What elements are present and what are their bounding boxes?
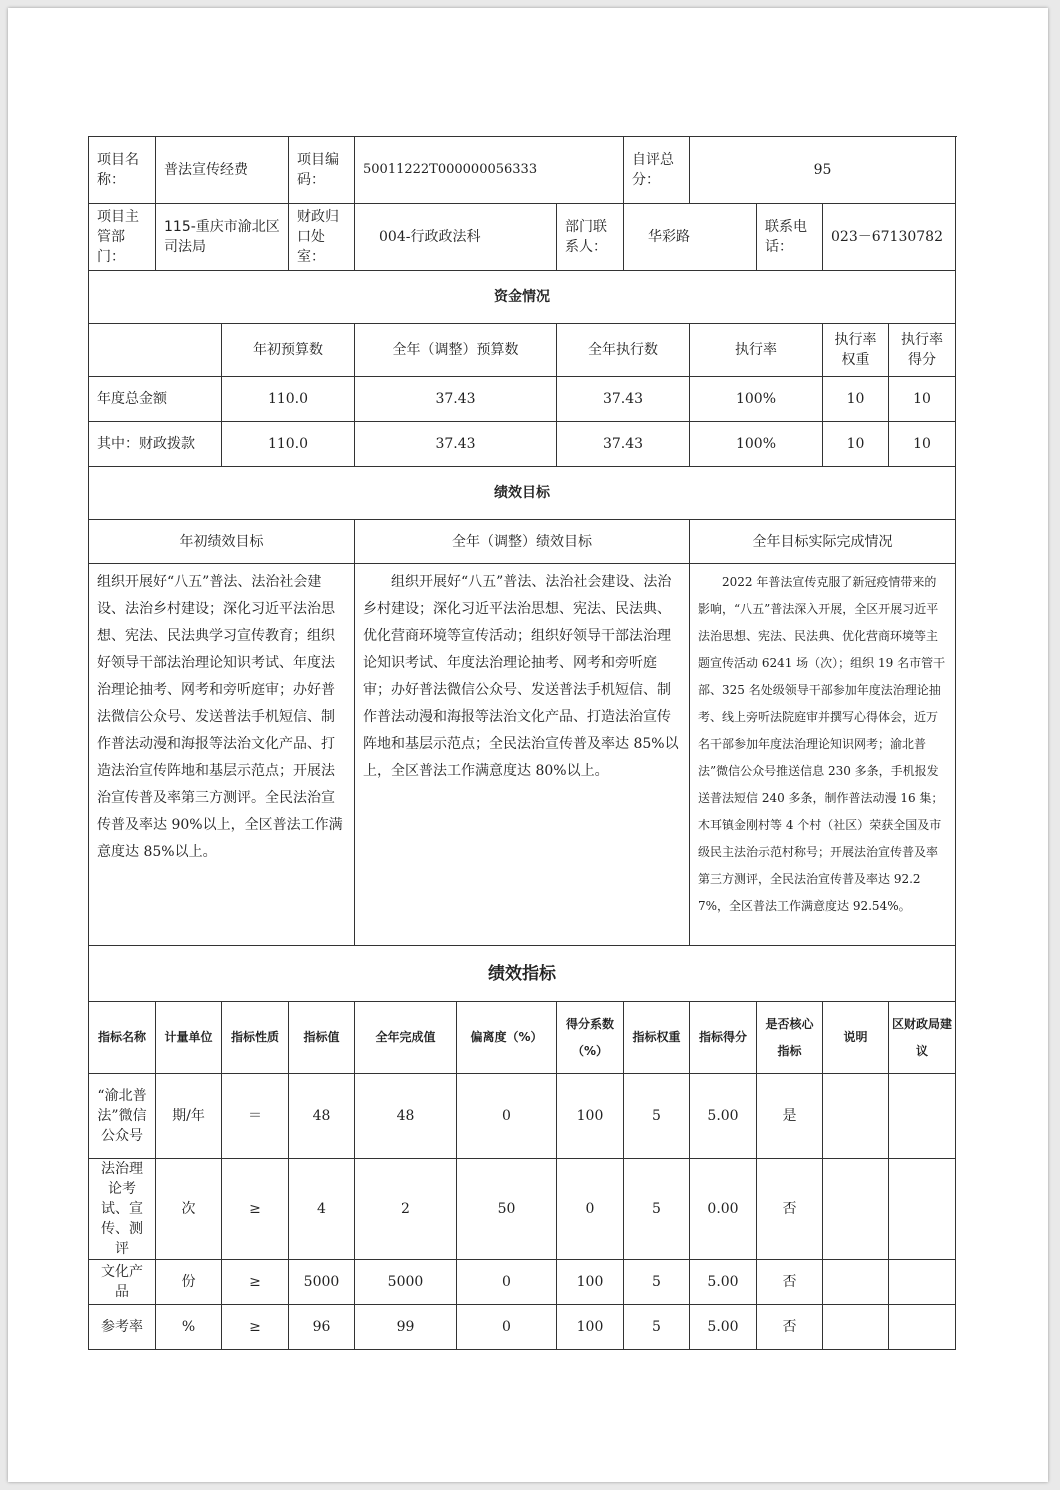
ind-coef: 100 xyxy=(557,1305,624,1350)
project-name-value: 普法宣传经费 xyxy=(156,137,289,204)
ind-score: 0.00 xyxy=(690,1159,757,1260)
ind-header-unit: 计量单位 xyxy=(156,1002,222,1074)
ind-advice xyxy=(889,1074,956,1159)
funds-title: 资金情况 xyxy=(89,271,956,324)
self-score-value: 95 xyxy=(690,137,956,204)
info-row-2 xyxy=(89,204,956,271)
info-row-1 xyxy=(89,137,956,204)
goals-header-row xyxy=(89,520,956,564)
ind-target: 96 xyxy=(289,1305,355,1350)
indicators-title: 绩效指标 xyxy=(89,946,956,1002)
ind-deviation: 0 xyxy=(457,1305,557,1350)
ind-weight: 5 xyxy=(624,1260,690,1305)
ind-unit: 期/年 xyxy=(156,1074,222,1159)
funds-cell: 10 xyxy=(889,377,956,422)
ind-name: 文化产品 xyxy=(89,1260,156,1305)
funds-cell: 110.0 xyxy=(222,422,355,467)
ind-advice xyxy=(889,1305,956,1350)
ind-actual: 48 xyxy=(355,1074,457,1159)
dept-label: 项目主管部门： xyxy=(89,204,156,271)
ind-score: 5.00 xyxy=(690,1260,757,1305)
goals-header-actual: 全年目标实际完成情况 xyxy=(690,520,956,564)
ind-actual: 99 xyxy=(355,1305,457,1350)
indicator-row xyxy=(89,1260,956,1305)
ind-name: 参考率 xyxy=(89,1305,156,1350)
funds-header-executed: 全年执行数 xyxy=(557,324,690,377)
indicator-row xyxy=(89,1305,956,1350)
funds-row xyxy=(89,422,956,467)
contact-value: 华彩路 xyxy=(624,204,757,271)
funds-row-label: 年度总金额 xyxy=(89,377,222,422)
project-code-label: 项目编码： xyxy=(289,137,355,204)
ind-unit: 次 xyxy=(156,1159,222,1260)
funds-cell: 100% xyxy=(690,422,823,467)
ind-advice xyxy=(889,1260,956,1305)
goals-title: 绩效目标 xyxy=(89,467,956,520)
goal-initial-text: 组织开展好“八五”普法、法治社会建设、法治乡村建设；深化习近平法治思想、宪法、民法典学习宣传教育；组织好领导干部法治理论知识考试、年度法治理论抽考、网考和旁听庭审；办好普法微信公众号、发送普法手机短信、制作普法动漫和海报等法治文化产品、打造法治宣传阵地和基层示范点；开展法治宣传普及率第三方测评。全民法治宣传普及率达 90%以上，全区普法工作满意度达 85%以上。 xyxy=(89,564,355,946)
ind-core: 否 xyxy=(757,1260,823,1305)
evaluation-table xyxy=(88,136,956,1350)
ind-header-advice: 区财政局建议 xyxy=(889,1002,956,1074)
ind-core: 否 xyxy=(757,1159,823,1260)
funds-cell: 37.43 xyxy=(355,422,557,467)
ind-note xyxy=(823,1305,889,1350)
funds-cell: 100% xyxy=(690,377,823,422)
ind-nature: ≥ xyxy=(222,1305,289,1350)
funds-cell: 10 xyxy=(823,377,889,422)
ind-weight: 5 xyxy=(624,1305,690,1350)
ind-unit: 份 xyxy=(156,1260,222,1305)
self-score-label: 自评总分： xyxy=(624,137,690,204)
ind-weight: 5 xyxy=(624,1159,690,1260)
funds-header-row xyxy=(89,324,956,377)
funds-header-adjusted: 全年（调整）预算数 xyxy=(355,324,557,377)
ind-header-coef: 得分系数（%） xyxy=(557,1002,624,1074)
ind-nature: ＝ xyxy=(222,1074,289,1159)
contact-label: 部门联系人： xyxy=(557,204,624,271)
funds-header-rate: 执行率 xyxy=(690,324,823,377)
funds-title-row xyxy=(89,271,956,324)
ind-header-note: 说明 xyxy=(823,1002,889,1074)
indicators-header-row xyxy=(89,1002,956,1074)
ind-advice xyxy=(889,1159,956,1260)
indicator-row xyxy=(89,1159,956,1260)
goal-adjusted-text: 组织开展好“八五”普法、法治社会建设、法治乡村建设；深化习近平法治思想、宪法、民法典、优化营商环境等宣传活动；组织好领导干部法治理论知识考试、年度法治理论抽考、网考和旁听庭审；办好普法微信公众号、发送普法手机短信、制作普法动漫和海报等法治文化产品、打造法治宣传阵地和基层示范点；全民法治宣传普及率达 85%以上，全区普法工作满意度达 80%以上。 xyxy=(355,564,690,946)
funds-cell: 110.0 xyxy=(222,377,355,422)
funds-header-score: 执行率得分 xyxy=(889,324,956,377)
ind-score: 5.00 xyxy=(690,1305,757,1350)
ind-coef: 0 xyxy=(557,1159,624,1260)
funds-header-blank xyxy=(89,324,222,377)
ind-coef: 100 xyxy=(557,1260,624,1305)
ind-header-nature: 指标性质 xyxy=(222,1002,289,1074)
ind-target: 5000 xyxy=(289,1260,355,1305)
ind-deviation: 0 xyxy=(457,1260,557,1305)
goal-actual-text: 2022 年普法宣传克服了新冠疫情带来的影响，“八五”普法深入开展，全区开展习近平法治思想、宪法、民法典、优化营商环境等主题宣传活动 6241 场（次）；组织 19 名市管干部、325 名处级领导干部参加年度法治理论抽考、线上旁听法院庭审并撰写心得体会，近万名干部参加年度法治理论知识网考；渝北普法”微信公众号推送信息 230 多条，手机报发送普法短信 240 多条，制作普法动漫 16 集；木耳镇金刚村等 4 个村（社区）荣获全国及市级民主法治示范村称号；开展法治宣传普及率第三方测评，全民法治宣传普及率达 92.27%，全区普法工作满意度达 92.54%。 xyxy=(690,564,956,946)
funds-header-weight: 执行率权重 xyxy=(823,324,889,377)
funds-cell: 10 xyxy=(889,422,956,467)
ind-header-actual: 全年完成值 xyxy=(355,1002,457,1074)
document-page xyxy=(8,8,1048,1482)
ind-nature: ≥ xyxy=(222,1159,289,1260)
project-code-value: 50011222T000000056333 xyxy=(355,137,624,204)
funds-header-initial: 年初预算数 xyxy=(222,324,355,377)
ind-header-deviation: 偏离度（%） xyxy=(457,1002,557,1074)
indicator-row xyxy=(89,1074,956,1159)
ind-note xyxy=(823,1260,889,1305)
ind-nature: ≥ xyxy=(222,1260,289,1305)
ind-note xyxy=(823,1074,889,1159)
ind-header-weight: 指标权重 xyxy=(624,1002,690,1074)
ind-weight: 5 xyxy=(624,1074,690,1159)
ind-target: 48 xyxy=(289,1074,355,1159)
funds-cell: 37.43 xyxy=(557,377,690,422)
project-name-label: 项目名称： xyxy=(89,137,156,204)
ind-name: “渝北普法”微信公众号 xyxy=(89,1074,156,1159)
phone-value: 023－67130782 xyxy=(823,204,956,271)
funds-cell: 37.43 xyxy=(557,422,690,467)
ind-deviation: 50 xyxy=(457,1159,557,1260)
ind-name: 法治理论考试、宣传、测评 xyxy=(89,1159,156,1260)
goals-header-initial: 年初绩效目标 xyxy=(89,520,355,564)
ind-core: 是 xyxy=(757,1074,823,1159)
dept-value: 115-重庆市渝北区司法局 xyxy=(156,204,289,271)
goals-title-row xyxy=(89,467,956,520)
ind-header-name: 指标名称 xyxy=(89,1002,156,1074)
ind-actual: 2 xyxy=(355,1159,457,1260)
ind-header-target: 指标值 xyxy=(289,1002,355,1074)
finance-office-label: 财政归口处室： xyxy=(289,204,355,271)
ind-unit: % xyxy=(156,1305,222,1350)
phone-label: 联系电话： xyxy=(757,204,823,271)
ind-deviation: 0 xyxy=(457,1074,557,1159)
ind-core: 否 xyxy=(757,1305,823,1350)
ind-actual: 5000 xyxy=(355,1260,457,1305)
ind-target: 4 xyxy=(289,1159,355,1260)
finance-office-value: 004-行政政法科 xyxy=(355,204,557,271)
funds-row xyxy=(89,377,956,422)
funds-row-label: 其中：财政拨款 xyxy=(89,422,222,467)
ind-score: 5.00 xyxy=(690,1074,757,1159)
ind-header-score: 指标得分 xyxy=(690,1002,757,1074)
funds-cell: 37.43 xyxy=(355,377,557,422)
ind-coef: 100 xyxy=(557,1074,624,1159)
indicators-title-row xyxy=(89,946,956,1002)
ind-header-core: 是否核心指标 xyxy=(757,1002,823,1074)
ind-note xyxy=(823,1159,889,1260)
goals-content-row xyxy=(89,564,956,946)
funds-cell: 10 xyxy=(823,422,889,467)
goals-header-adjusted: 全年（调整）绩效目标 xyxy=(355,520,690,564)
